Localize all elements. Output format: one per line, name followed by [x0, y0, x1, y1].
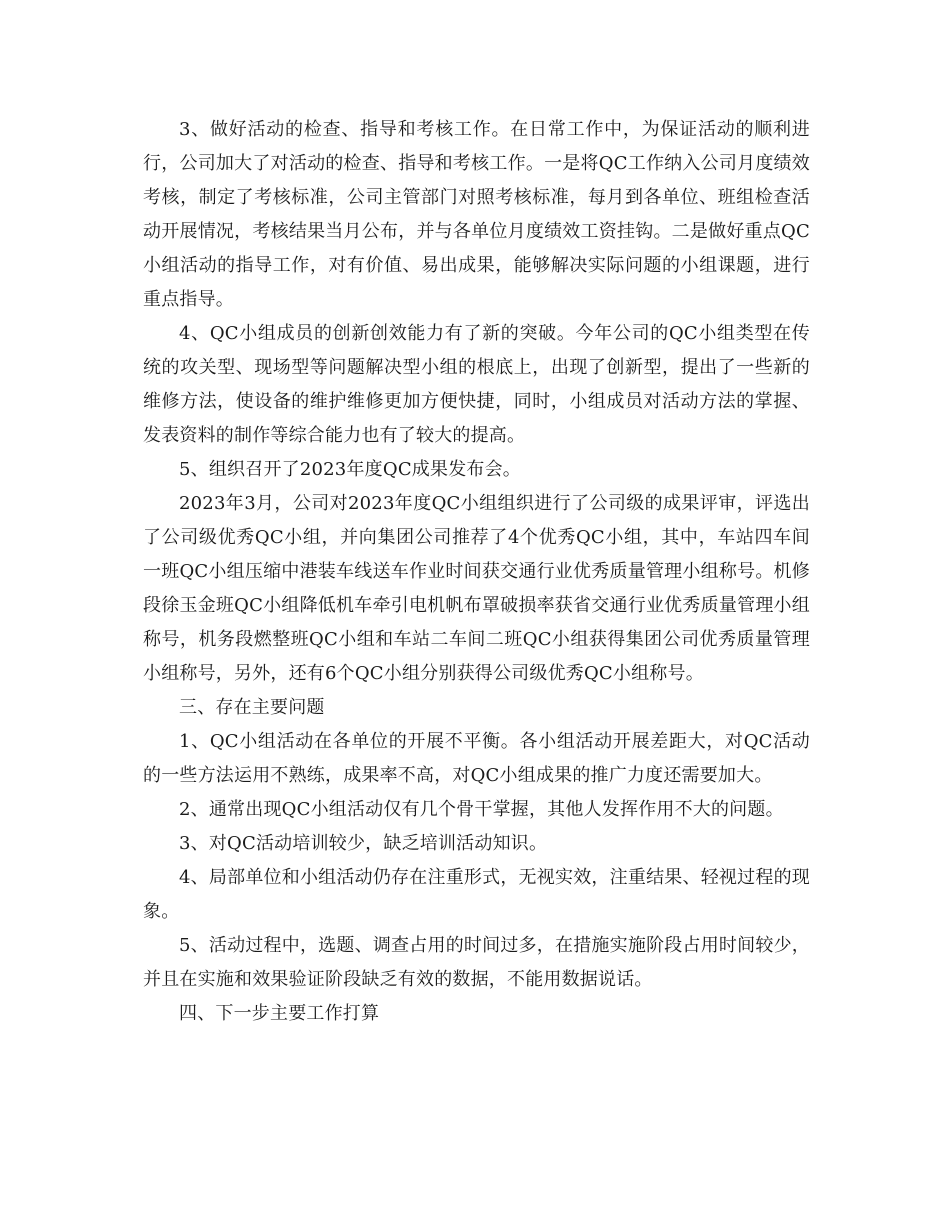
section-heading-main-problems: 三、存在主要问题 [179, 697, 325, 718]
paragraph-results-review: 2023年3月，公司对2023年度QC小组组织进行了公司级的成果评审，评选出了公司级优秀QC小组，并向集团公司推荐了4个优秀QC小组，其中，车站四车间一班QC小组压缩中港装车线送车作业时间获交通行业优秀质量管理小组称号。机修段徐玉金班QC小组降低机车牵引电机帆布罩破损率获省交通行业优秀质量管理小组称号，机务段燃整班QC小组和车站二车间二班QC小组获得集团公司优秀质量管理小组称号，另外，还有6个QC小组分别获得公司级优秀QC小组称号。 [143, 493, 810, 684]
paragraph-problem-1: 1、QC小组活动在各单位的开展不平衡。各小组活动开展差距大，对QC活动的一些方法运用不熟练，成果率不高，对QC小组成果的推广力度还需要加大。 [143, 731, 810, 786]
paragraph-inspection-guidance: 3、做好活动的检查、指导和考核工作。在日常工作中，为保证活动的顺利进行，公司加大了对活动的检查、指导和考核工作。一是将QC工作纳入公司月度绩效考核，制定了考核标准，公司主管部门对照考核标准，每月到各单位、班组检查活动开展情况，考核结果当月公布，并与各单位月度绩效工资挂钩。二是做好重点QC小组活动的指导工作，对有价值、易出成果，能够解决实际问题的小组课题，进行重点指导。 [143, 119, 810, 310]
document-page [143, 113, 810, 1031]
paragraph-problem-5: 5、活动过程中，选题、调查占用的时间过多，在措施实施阶段占用时间较少，并且在实施和效果验证阶段缺乏有效的数据，不能用数据说话。 [143, 935, 810, 990]
paragraph-problem-3: 3、对QC活动培训较少，缺乏培训活动知识。 [179, 833, 548, 854]
paragraph-innovation-ability: 4、QC小组成员的创新创效能力有了新的突破。今年公司的QC小组类型在传统的攻关型、现场型等问题解决型小组的根底上，出现了创新型，提出了一些新的维修方法，使设备的维护维修更加方便快捷，同时，小组成员对活动方法的掌握、发表资料的制作等综合能力也有了较大的提高。 [143, 323, 810, 446]
section-heading-next-steps: 四、下一步主要工作打算 [179, 1003, 380, 1024]
paragraph-results-conference: 5、组织召开了2023年度QC成果发布会。 [179, 459, 521, 480]
paragraph-problem-2: 2、通常出现QC小组活动仅有几个骨干掌握，其他人发挥作用不大的问题。 [179, 799, 784, 820]
paragraph-problem-4: 4、局部单位和小组活动仍存在注重形式，无视实效，注重结果、轻视过程的现象。 [143, 867, 810, 922]
